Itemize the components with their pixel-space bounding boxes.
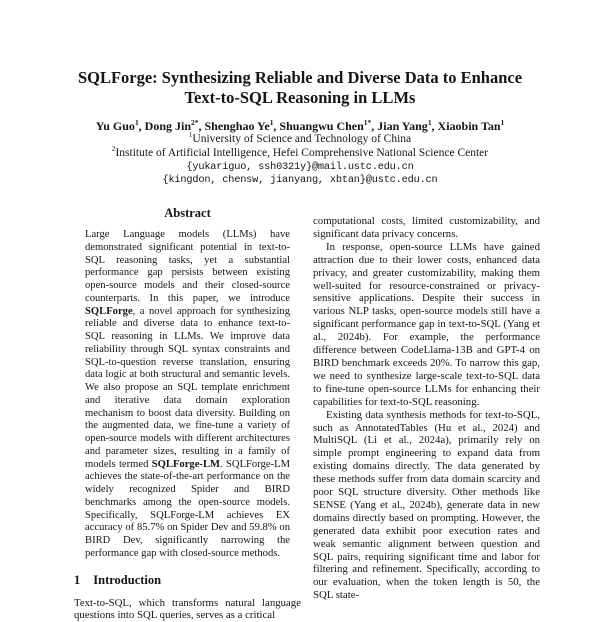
left-column xyxy=(74,204,301,622)
two-column-body xyxy=(74,204,540,622)
email-line-2: {kingdon, chensw, jianyang, xbtan}@ustc.edu.cn xyxy=(0,174,600,187)
paper-header xyxy=(0,0,600,187)
right-column xyxy=(313,204,540,622)
abstract-body: Large Language models (LLMs) have demonstrated significant potential in text-to-SQL reasoning tasks, yet a substantial performance gap persists between existing open-source models and their closed-source counterparts. In this paper, we introduce SQLForge, a novel approach for synthesizing reliable and diverse data to enhance text-to-SQL reasoning in LLMs. We improve data reliability through SQL syntax constraints and SQL-to-question reverse translation, ensuring data logic at both structural and semantic levels. We also propose an SQL template enrichment and iterative data domain exploration mechanism to boost data diversity. Building on the augmented data, we fine-tune a variety of open-source models with different architectures and parameter sizes, resulting in a family of models termed SQLForge-LM. SQLForge-LM achieves the state-of-the-art performance on the widely recognized Spider and BIRD benchmarks among the open-source models. Specifically, SQLForge-LM achieves EX accuracy of 85.7% on Spider Dev and 59.8% on BIRD Dev, significantly narrowing the performance gap with closed-source methods. xyxy=(85,229,290,561)
section-heading-introduction xyxy=(74,573,301,588)
email-line-1: {yukariguo, ssh0321y}@mail.ustc.edu.cn xyxy=(0,161,600,174)
section-number: 1 xyxy=(74,573,80,587)
abstract-heading: Abstract xyxy=(74,206,301,221)
affiliation-line-2: $^2$Institute of Artificial Intelligence, Hefei Comprehensive National Science Center xyxy=(0,147,600,161)
affiliation-line-1: $^1$University of Science and Technology of China xyxy=(0,133,600,147)
body-paragraph-1: computational costs, limited customizability, and significant data privacy concerns. xyxy=(313,215,540,241)
body-paragraph-3: Existing data synthesis methods for text-to-SQL, such as AnnotatedTables (Hu et al., 2024) and MultiSQL (Li et al., 2024a), primarily rely on simple prompt engineering to expand data from existing domains directly. The data generated by these methods suffer from data domain scarcity and poor SQL structure diversity. Other methods like SENSE (Yang et al., 2024b), generate data in new domains directly based on prompting. However, the generated data exhibit poor execution rates and weak semantic alignment between question and SQL pairs, requiring significant time and labor for filtering and refinement. Specifically, according to our evaluation, when the token length is 50, the SQL state- xyxy=(313,409,540,603)
section-title: Introduction xyxy=(93,573,161,587)
page-title: SQLForge: Synthesizing Reliable and Diverse Data to Enhance Text-to-SQL Reasoning in LLMs xyxy=(65,68,535,108)
authors-line: Yu Guo$^1$, Dong Jin$^{2*}$, Shenghao Ye$^1$, Shuangwu Chen$^{1*}$, Jian Yang$^1$, Xiaobin Tan$^1$ xyxy=(0,119,600,133)
email-block xyxy=(0,161,600,187)
intro-paragraph: Text-to-SQL, which transforms natural language questions into SQL queries, serves as a critical xyxy=(74,597,301,622)
body-paragraph-2: In response, open-source LLMs have gained attraction due to their lower costs, enhanced data privacy, and greater customizability, making them well-suited for resource-constrained or privacy-sensitive applications. Despite their success in various NLP tasks, open-source models still have a significant performance gap in text-to-SQL (Yang et al., 2024b). For example, the performance difference between CodeLlama-13B and GPT-4 on BIRD benchmark exceeds 20%. To narrow this gap, we need to synthesize large-scale text-to-SQL data to fine-tune open-source LLMs for enhancing their capabilities for text-to-SQL reasoning. xyxy=(313,241,540,409)
